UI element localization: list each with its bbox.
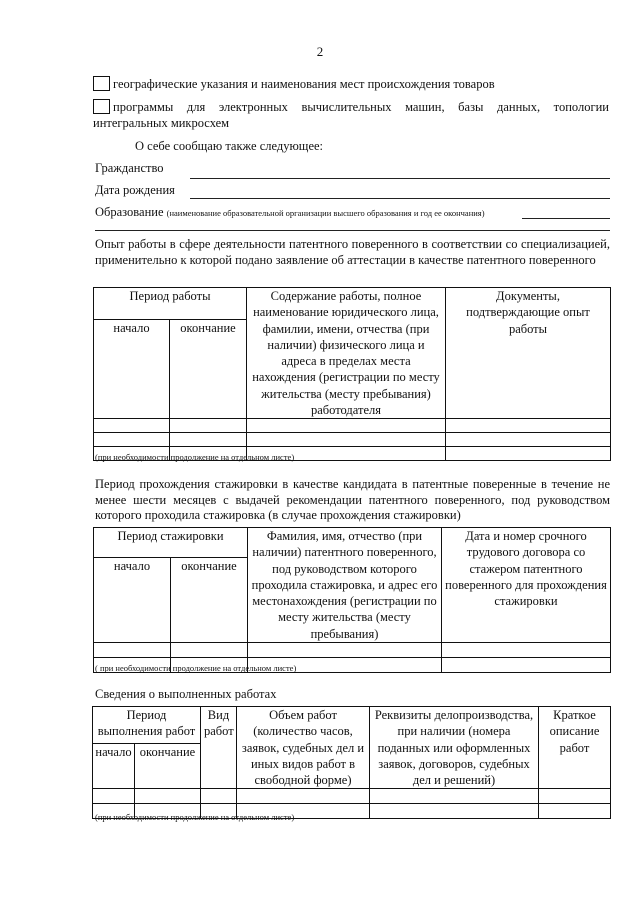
period-header: Период работы <box>94 288 247 320</box>
table-row <box>93 789 611 804</box>
education-row <box>95 205 485 221</box>
contract-header: Дата и номер срочного трудового договора со стажером патентного поверенного для прохождения стажировки <box>442 528 611 643</box>
docs-header: Документы, подтверждающие опыт работы <box>446 288 611 419</box>
birthdate-field[interactable] <box>190 198 610 199</box>
supervisor-header: Фамилия, имя, отчество (при наличии) патентного поверенного, под руководством которого проходила стажировка, и адрес его местонахождения (регистрации по месту жительства (месту пребывания) <box>248 528 442 643</box>
education-field[interactable] <box>522 218 610 219</box>
checkbox-geo[interactable] <box>93 76 110 91</box>
note-continuation-2: ( при необходимости продолжение на отдельном листе) <box>95 663 297 673</box>
internship-text: Период прохождения стажировки в качестве кандидата в патентные поверенные в течение не менее шести месяцев с выдачей рекомендации патентного поверенного, под руководством которого проходила стажировка (в случае прохождения стажировки) <box>95 477 610 523</box>
table-row <box>94 419 611 433</box>
checkbox-soft-label: программы для электронных вычислительных машин, базы данных, топологии интегральных микросхем <box>93 100 609 130</box>
works-end-header: окончание <box>135 744 201 789</box>
internship-end-header: окончание <box>171 557 248 642</box>
education-hint: (наименование образовательной организации высшего образования и год ее окончания) <box>166 208 485 218</box>
checkbox-row-geo <box>93 76 609 93</box>
citizenship-field[interactable] <box>190 178 610 179</box>
start-header: начало <box>94 320 170 419</box>
citizenship-label: Гражданство <box>95 161 164 175</box>
education-field-2[interactable] <box>95 230 610 231</box>
internship-period-header: Период стажировки <box>94 528 248 558</box>
internship-start-header: начало <box>94 557 171 642</box>
education-label: Образование <box>95 205 164 219</box>
checkbox-geo-label: географические указания и наименования мест происхождения товаров <box>113 77 495 91</box>
works-start-header: начало <box>93 744 135 789</box>
works-requisites-header: Реквизиты делопроизводства, при наличии (номера поданных или оформленных заявок, договоров, судебных дел и решений) <box>370 707 539 789</box>
works-desc-header: Краткое описание работ <box>539 707 611 789</box>
page-number: 2 <box>316 44 324 59</box>
experience-text: Опыт работы в сфере деятельности патентного поверенного в соответствии со специализацией, применительно к которой подано заявление об аттестации в качестве патентного поверенного <box>95 237 610 267</box>
table-row <box>94 433 611 447</box>
experience-table <box>93 287 611 461</box>
works-type-header: Вид работ <box>201 707 237 789</box>
about-intro: О себе сообщаю также следующее: <box>135 139 324 153</box>
content-header: Содержание работы, полное наименование юридического лица, фамилии, имени, отчества (при наличии) физического лица и адреса в пределах места нахождения (регистрации по месту жительства (месту пребывания) работодателя <box>247 288 446 419</box>
works-period-header: Период выполнения работ <box>93 707 201 744</box>
note-continuation-1: (при необходимости продолжение на отдельном листе) <box>95 452 295 462</box>
note-continuation-3: (при необходимости продолжение на отдельном листе) <box>95 812 295 822</box>
checkbox-soft[interactable] <box>93 99 110 114</box>
checkbox-row-soft <box>93 99 609 131</box>
works-table <box>92 706 611 819</box>
end-header: окончание <box>170 320 247 419</box>
works-volume-header: Объем работ (количество часов, заявок, судебных дел и иных видов работ в свободной форме) <box>237 707 370 789</box>
table-row <box>94 642 611 657</box>
birthdate-label: Дата рождения <box>95 183 175 197</box>
works-title: Сведения о выполненных работах <box>95 687 277 701</box>
internship-table <box>93 527 611 673</box>
